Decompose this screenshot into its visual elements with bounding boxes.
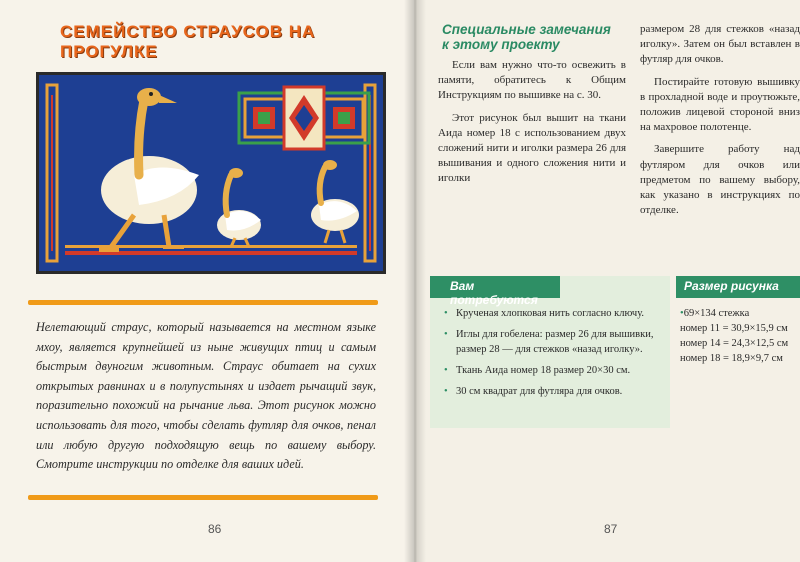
page-number-left: 86	[208, 522, 222, 536]
page-number-right: 87	[604, 522, 618, 536]
list-item: • Ткань Аида номер 18 размер 20×30 см.	[442, 363, 668, 378]
divider-bottom	[28, 495, 378, 500]
ostrich-embroidery-image	[36, 72, 386, 274]
list-item: номер 18 = 18,9×9,7 см	[680, 353, 783, 364]
design-size-header	[676, 276, 800, 298]
intro-text: Нелетающий страус, который называется на местном языке мхоу, является крупнейшей из ныне живущих птиц и самым быстрым двуногим животным. Страус обитает на сухих открытых равнинах и в полупустынях и издает рычащий звук, поразительно похожий на рычание льва. Этот рисунок можно использовать для того, чтобы сделать футляр для очков, пенал или любую другую подходящую вещь по вашему выбору. Смотрите инструкции по отделке для ваших идей.	[36, 320, 376, 472]
list-item: номер 11 = 30,9×15,9 см	[680, 323, 788, 334]
list-item: • Иглы для гобелена: размер 26 для вышивки, размер 28 — для стежков «назад иголку».	[442, 327, 668, 357]
list-item: • Крученая хлопковая нить согласно ключу.	[442, 306, 668, 321]
design-size-list	[680, 306, 788, 366]
materials-box	[430, 276, 670, 428]
ostrich-embroidery-icon	[39, 75, 383, 271]
notes-column-1	[438, 58, 626, 194]
list-item: • 69×134 стежка	[680, 306, 788, 321]
paragraph: Завершите работу над футляром для очков или предметом по вашему выбору, как указано в инструкциях по отделке.	[640, 143, 800, 217]
design-size-title: Размер рисунка	[684, 279, 779, 293]
design-size-box	[676, 276, 800, 376]
notes-title	[442, 22, 642, 52]
paragraph: Этот рисунок был вышит на ткани Аида номер 18 с использованием двух сложений нити и иголки размера 26 для вышивания и одного сложения нити и иголки	[438, 111, 626, 185]
divider-top	[28, 300, 378, 305]
list-item: • 30 см квадрат для футляра для очков.	[442, 384, 668, 399]
notes-title-line2: к этому проекту	[442, 37, 560, 52]
materials-header	[430, 276, 560, 307]
notes-title-line1: Специальные замечания	[442, 22, 611, 37]
materials-list	[442, 306, 668, 405]
paragraph: Если вам нужно что-то освежить в памяти, обратитесь к Общим Инструкциям по вышивке на с. 30.	[438, 59, 626, 102]
materials-title: Вам потребуются	[450, 279, 538, 307]
right-page	[414, 0, 800, 562]
book-gutter	[404, 0, 426, 562]
notes-column-2	[640, 22, 800, 225]
paragraph: размером 28 для стежков «назад иголку». Затем он был вставлен в футляр для очков.	[640, 23, 800, 66]
page-title: СЕМЕЙСТВО СТРАУСОВ НА ПРОГУЛКЕ	[60, 22, 316, 61]
paragraph: Постирайте готовую вышивку в прохладной воде и проутюжьте, положив лицевой стороной вниз на махровое полотенце.	[640, 75, 800, 134]
list-item: номер 14 = 24,3×12,5 см	[680, 338, 789, 349]
